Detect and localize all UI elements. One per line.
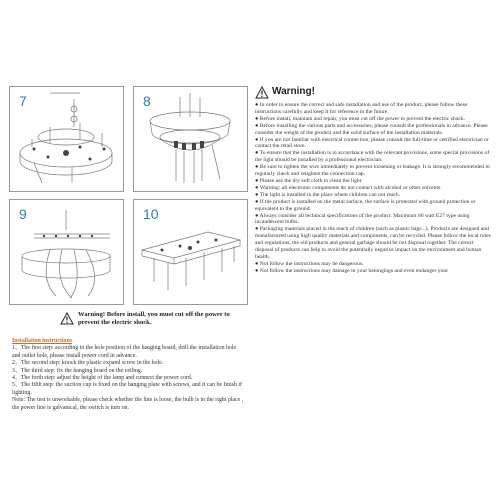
warning-heading	[255, 86, 491, 100]
step-7-illustration	[10, 87, 123, 191]
step-number: 7	[19, 93, 27, 109]
installation-step: 2、The second step: knock the plastic expand screw in the hole.	[12, 360, 164, 367]
step-10-illustration	[134, 200, 247, 304]
warning-panel	[255, 86, 491, 275]
warning-item: ● Always consider all technical specifications of the product. Maximum 60 watt E27 type using incandescent bulbs.	[255, 212, 470, 226]
step-9-panel	[9, 199, 124, 305]
warning-icon	[255, 86, 269, 99]
warning-item: ● Warning: all electronic components do not contact with alcohol or other solvents.	[255, 184, 442, 191]
warning-item: ● In order to ensure the correct and safe installation and use of the product, please follow these instructions carefully and keep it for reference in the future.	[255, 102, 468, 115]
warning-item: ● Before installing the various parts and accessories, please consult the professionals in advance. Please consider the weight of the product and the solid surface of the installation materials.	[255, 122, 488, 136]
install-warning-text: Warning! Before install, you must cut off the power to prevent the electric shock.	[78, 311, 230, 327]
warning-item: ● To ensure that the installation is in accordance with the relevant provisions, some special provisions of the light should be installed by a professional electrician.	[255, 150, 490, 164]
warning-item: ● Packaging materials placed in the reach of children (such as plastic bags...), Products are designed and manufactured using high quality materials and components, can be recycled. Please follow the local rules and regulations, the old products and general garbage should be not disposal together. The correct disposal of products can help to avoid the potentially negative impact on the environment and human health.	[255, 226, 491, 260]
warning-item: ● Before install, maintain and repair, you must cut off the power to prevent the electric shock.	[255, 115, 466, 122]
step-9-illustration	[10, 200, 123, 304]
warning-item: ● If you are not familiar with electrical connection, please consult the full-time or certified electrician or contact the retail store.	[255, 136, 489, 150]
install-warning	[60, 311, 240, 333]
installation-step: 4、The forth step: adjust the height of the lamp and connect the power cord.	[12, 375, 193, 382]
installation-note: Note: The test is unworkable, please check whether the line is loose, the bulb is in the right place , the power line is galvanical, the switch is turn on.	[12, 397, 244, 411]
installation-instructions	[12, 338, 244, 412]
warning-item: ● Not follow the instructions may be dangerous.	[255, 260, 364, 267]
installation-step: 1、The first step: according to the hole position of the hanging board, drill the installation hole and outlet hole, please install power cord in advance.	[12, 345, 237, 359]
step-number: 8	[143, 93, 151, 109]
step-8-panel	[133, 86, 248, 192]
warning-icon	[60, 312, 74, 325]
step-8-illustration	[134, 87, 247, 191]
warning-item: ● Please use the dry soft cloth to clean the light.	[255, 177, 363, 184]
installation-step: 3、The third step: fix the hanging board on the ceiling.	[12, 367, 143, 374]
installation-title: Installation instructions	[12, 338, 73, 344]
warning-item: ● If the product is installed on the metal surface, the surface is protected with ground protection or equivalent to the ground.	[255, 198, 476, 212]
warning-item: ● Not follow the instructions may damage in your belongings and even endanger your	[255, 267, 449, 274]
warning-item: ● The light is installed in the place where children can not reach.	[255, 191, 401, 198]
step-10-panel	[133, 199, 248, 305]
warning-item: ● Be sure to tighten the wire immediately to prevent loosening or leakage. It is strongly recommended to regularly check and retighten the connection cap.	[255, 164, 490, 178]
installation-step: 5、The fifth step: the suction cup is fixed on the hanging plate with screws, and it can be finish if lighting.	[12, 382, 243, 396]
warning-title: Warning!	[272, 86, 315, 97]
step-number: 9	[19, 206, 27, 222]
step-number: 10	[143, 206, 159, 222]
step-7-panel	[9, 86, 124, 192]
